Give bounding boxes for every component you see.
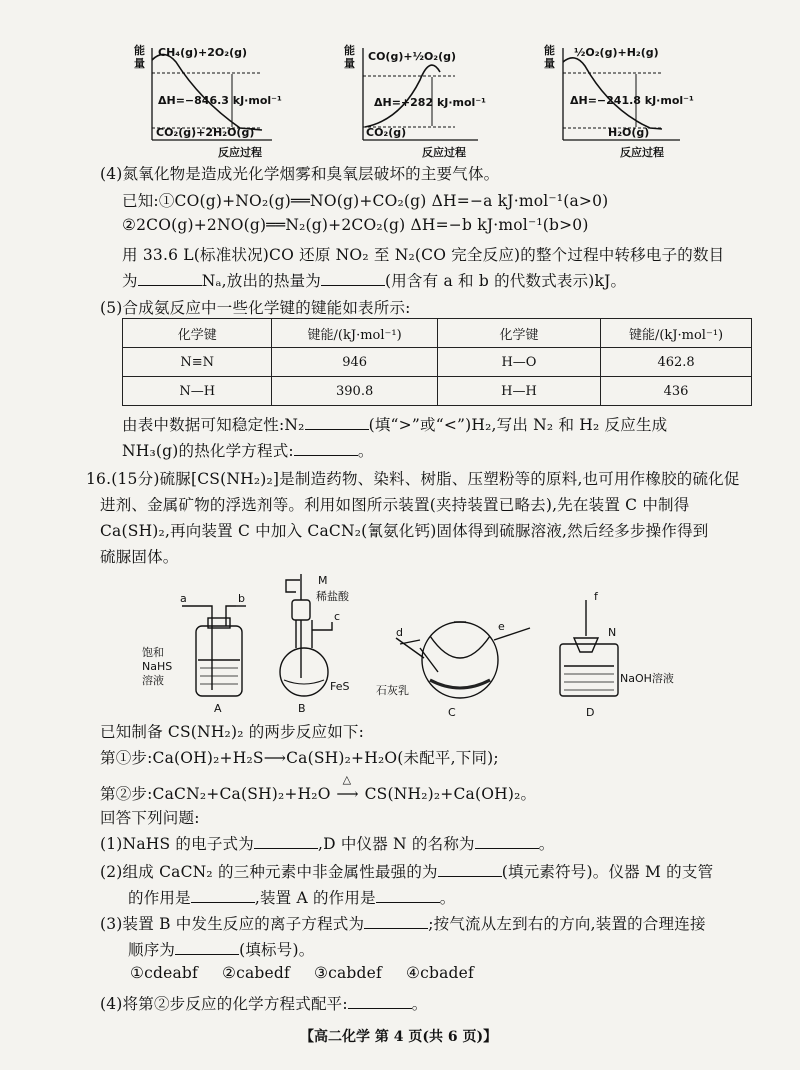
label-N: N <box>608 626 617 639</box>
q5-text1: 由表中数据可知稳定性:N₂ (填“>”或“<”)H₂,写出 N₂ 和 H₂ 反应生成 <box>122 416 668 434</box>
label-D: D <box>586 706 595 719</box>
q16-l2: 进剂、金属矿物的浮选剂等。利用如图所示装置(夹持装置已略去),先在装置 C 中制得 <box>100 496 690 514</box>
answer-blank[interactable] <box>175 940 239 955</box>
question-2-cont: 的作用是 ,装置 A 的作用是 。 <box>128 889 456 907</box>
table-header: 化学键 <box>437 319 600 348</box>
table-header: 键能/(kJ·mol⁻¹) <box>601 319 752 348</box>
d2-axis-y: 能量 <box>344 44 355 70</box>
question-3-options <box>130 964 474 982</box>
q4-text2: 为 Nₐ,放出的热量为 (用含有 a 和 b 的代数式表示)kJ。 <box>122 272 627 290</box>
d1-axis-y: 能量 <box>134 44 145 70</box>
label-nahs2: NaHS <box>142 660 173 673</box>
question-4: (4)将第②步反应的化学方程式配平: 。 <box>100 995 428 1013</box>
option-3[interactable]: ③cabdef <box>314 964 382 982</box>
apparatus-figure <box>0 560 800 720</box>
q4-text1: 用 33.6 L(标准状况)CO 还原 NO₂ 至 N₂(CO 完全反应)的整个过程中转移电子的数目 <box>122 246 725 264</box>
question-1: (1)NaHS 的电子式为 ,D 中仪器 N 的名称为 。 <box>100 835 555 853</box>
table-header: 键能/(kJ·mol⁻¹) <box>272 319 437 348</box>
answer-blank[interactable] <box>321 271 385 286</box>
d1-bottom-label: CO₂(g)+2H₂O(g) <box>156 126 255 139</box>
d1-axis-x: 反应过程 <box>218 146 262 159</box>
q5-title: (5)合成氨反应中一些化学键的键能如表所示: <box>100 299 411 317</box>
answer-intro: 回答下列问题: <box>100 809 200 827</box>
answer-blank[interactable] <box>348 994 412 1009</box>
q5-text2: NH₃(g)的热化学方程式: 。 <box>122 442 374 460</box>
step-1: 第①步:Ca(OH)₂+H₂S⟶Ca(SH)₂+H₂O(未配平,下同); <box>100 749 499 767</box>
d3-axis-x: 反应过程 <box>620 146 664 159</box>
answer-blank[interactable] <box>376 888 440 903</box>
label-c: c <box>334 610 341 623</box>
answer-blank[interactable] <box>364 914 428 929</box>
answer-blank[interactable] <box>475 834 539 849</box>
label-b: b <box>238 592 245 605</box>
question-2: (2)组成 CaCN₂ 的三种元素中非金属性最强的为 (填元素符号)。仪器 M 的支管 <box>100 863 714 881</box>
label-e: e <box>498 620 505 633</box>
label-fes: FeS <box>330 680 350 693</box>
label-C: C <box>448 706 456 719</box>
d3-dh-label: ΔH=−241.8 kJ·mol⁻¹ <box>570 94 694 107</box>
label-hcl: 稀盐酸 <box>316 590 349 603</box>
energy-diagrams <box>0 0 800 165</box>
label-naoh: NaOH溶液 <box>620 672 674 685</box>
d2-axis-x: 反应过程 <box>422 146 466 159</box>
option-4[interactable]: ④cbadef <box>406 964 474 982</box>
q16-l1: 16.(15分)硫脲[CS(NH₂)₂]是制造药物、染料、树脂、压塑粉等的原料,也可用作橡胶的硫化促 <box>86 470 740 488</box>
label-nahs3: 溶液 <box>142 674 164 687</box>
answer-blank[interactable] <box>254 834 318 849</box>
label-A: A <box>214 702 222 715</box>
option-2[interactable]: ②cabedf <box>222 964 290 982</box>
d3-top-label: ½O₂(g)+H₂(g) <box>574 46 659 59</box>
d2-top-label: CO(g)+½O₂(g) <box>368 50 457 63</box>
step-2: 第②步:CaCN₂+Ca(SH)₂+H₂O △ ⟶ CS(NH₂)₂+Ca(OH)₂。 <box>100 773 537 803</box>
answer-blank[interactable] <box>438 862 502 877</box>
answer-blank[interactable] <box>191 888 255 903</box>
table-row: N≡N 946 H—O 462.8 <box>123 348 752 377</box>
page-footer: 【高二化学 第 4 页(共 6 页)】 <box>300 1029 498 1045</box>
label-lime: 石灰乳 <box>376 684 409 697</box>
q4-eq1: 已知:①CO(g)+NO₂(g)══NO(g)+CO₂(g) ΔH=−a kJ·mol⁻¹(a>0) <box>122 192 609 210</box>
d2-bottom-label: CO₂(g) <box>366 126 407 139</box>
question-3-cont: 顺序为 (填标号)。 <box>128 941 315 959</box>
label-d: d <box>396 626 403 639</box>
option-1[interactable]: ①cdeabf <box>130 964 198 982</box>
label-B: B <box>298 702 306 715</box>
question-3: (3)装置 B 中发生反应的离子方程式为 ;按气流从左到右的方向,装置的合理连接 <box>100 915 706 933</box>
answer-blank[interactable] <box>305 415 369 430</box>
table-header: 化学键 <box>123 319 272 348</box>
q4-title: (4)氮氧化物是造成光化学烟雾和臭氧层破坏的主要气体。 <box>100 165 500 183</box>
label-M: M <box>318 574 328 587</box>
d2-dh-label: ΔH=+282 kJ·mol⁻¹ <box>374 96 486 109</box>
arrow-heat: △ ⟶ <box>336 773 359 803</box>
d3-bottom-label: H₂O(g) <box>608 126 650 139</box>
label-nahs1: 饱和 <box>142 646 164 659</box>
q16-l3: Ca(SH)₂,再向装置 C 中加入 CaCN₂(氰氨化钙)固体得到硫脲溶液,然后经多步操作得到 <box>100 522 709 540</box>
bond-energy-table <box>122 318 752 406</box>
q4-eq2: ②2CO(g)+2NO(g)══N₂(g)+2CO₂(g) ΔH=−b kJ·mol⁻¹(b>0) <box>122 216 589 234</box>
table-row: N—H 390.8 H—H 436 <box>123 377 752 406</box>
answer-blank[interactable] <box>138 271 202 286</box>
label-f: f <box>594 590 598 603</box>
q16-l4: 硫脲固体。 <box>100 548 179 566</box>
d1-top-label: CH₄(g)+2O₂(g) <box>158 46 247 59</box>
steps-intro: 已知制备 CS(NH₂)₂ 的两步反应如下: <box>100 723 365 741</box>
d3-axis-y: 能量 <box>544 44 555 70</box>
answer-blank[interactable] <box>294 441 358 456</box>
d1-dh-label: ΔH=−846.3 kJ·mol⁻¹ <box>158 94 282 107</box>
label-a: a <box>180 592 187 605</box>
